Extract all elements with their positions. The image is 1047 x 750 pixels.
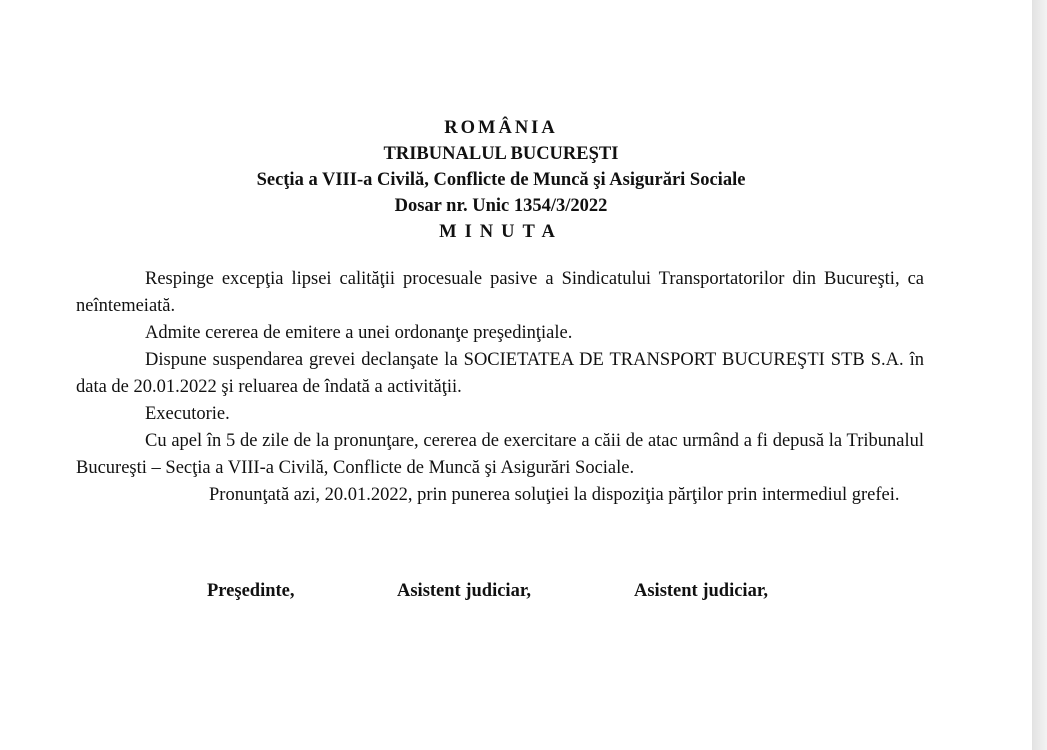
court-heading: TRIBUNALUL BUCUREŞTI bbox=[383, 144, 619, 164]
country-heading: ROMÂNIA bbox=[444, 118, 558, 138]
signature-assistant-2: Asistent judiciar, bbox=[634, 581, 768, 601]
section-heading: Secţia a VIII-a Civilă, Conflicte de Muncă şi Asigurări Sociale bbox=[256, 170, 746, 190]
paragraph-enforceable: Executorie. bbox=[145, 404, 230, 424]
paragraph-appeal: Cu apel în 5 de zile de la pronunţare, cererea de exercitare a căii de atac urmând a fi depusă la Tribunalul Bucureşti – Secţia a VIII-a Civilă, Conflicte de Muncă şi Asigurări Sociale. bbox=[76, 431, 924, 478]
page-edge-shadow bbox=[1032, 0, 1047, 750]
paragraph-admission: Admite cererea de emitere a unei ordonanţe preşedinţiale. bbox=[145, 323, 573, 343]
file-number: Dosar nr. Unic 1354/3/2022 bbox=[394, 196, 608, 216]
paragraph-rejection: Respinge excepţia lipsei calităţii procesuale pasive a Sindicatului Transportatorilor din Bucureşti, ca neîntemeiată. bbox=[76, 269, 924, 316]
document-type-title: MINUTA bbox=[439, 222, 563, 242]
document-body bbox=[76, 266, 924, 509]
paragraph-suspension: Dispune suspendarea grevei declanşate la SOCIETATEA DE TRANSPORT BUCUREŞTI STB S.A. în data de 20.01.2022 şi reluarea de îndată a activităţii. bbox=[76, 350, 924, 397]
signature-assistant-1: Asistent judiciar, bbox=[397, 581, 531, 601]
signature-president: Preşedinte, bbox=[207, 581, 295, 601]
paragraph-pronounced: Pronunţată azi, 20.01.2022, prin punerea soluţiei la dispoziţia părţilor prin intermediul grefei. bbox=[209, 485, 900, 505]
